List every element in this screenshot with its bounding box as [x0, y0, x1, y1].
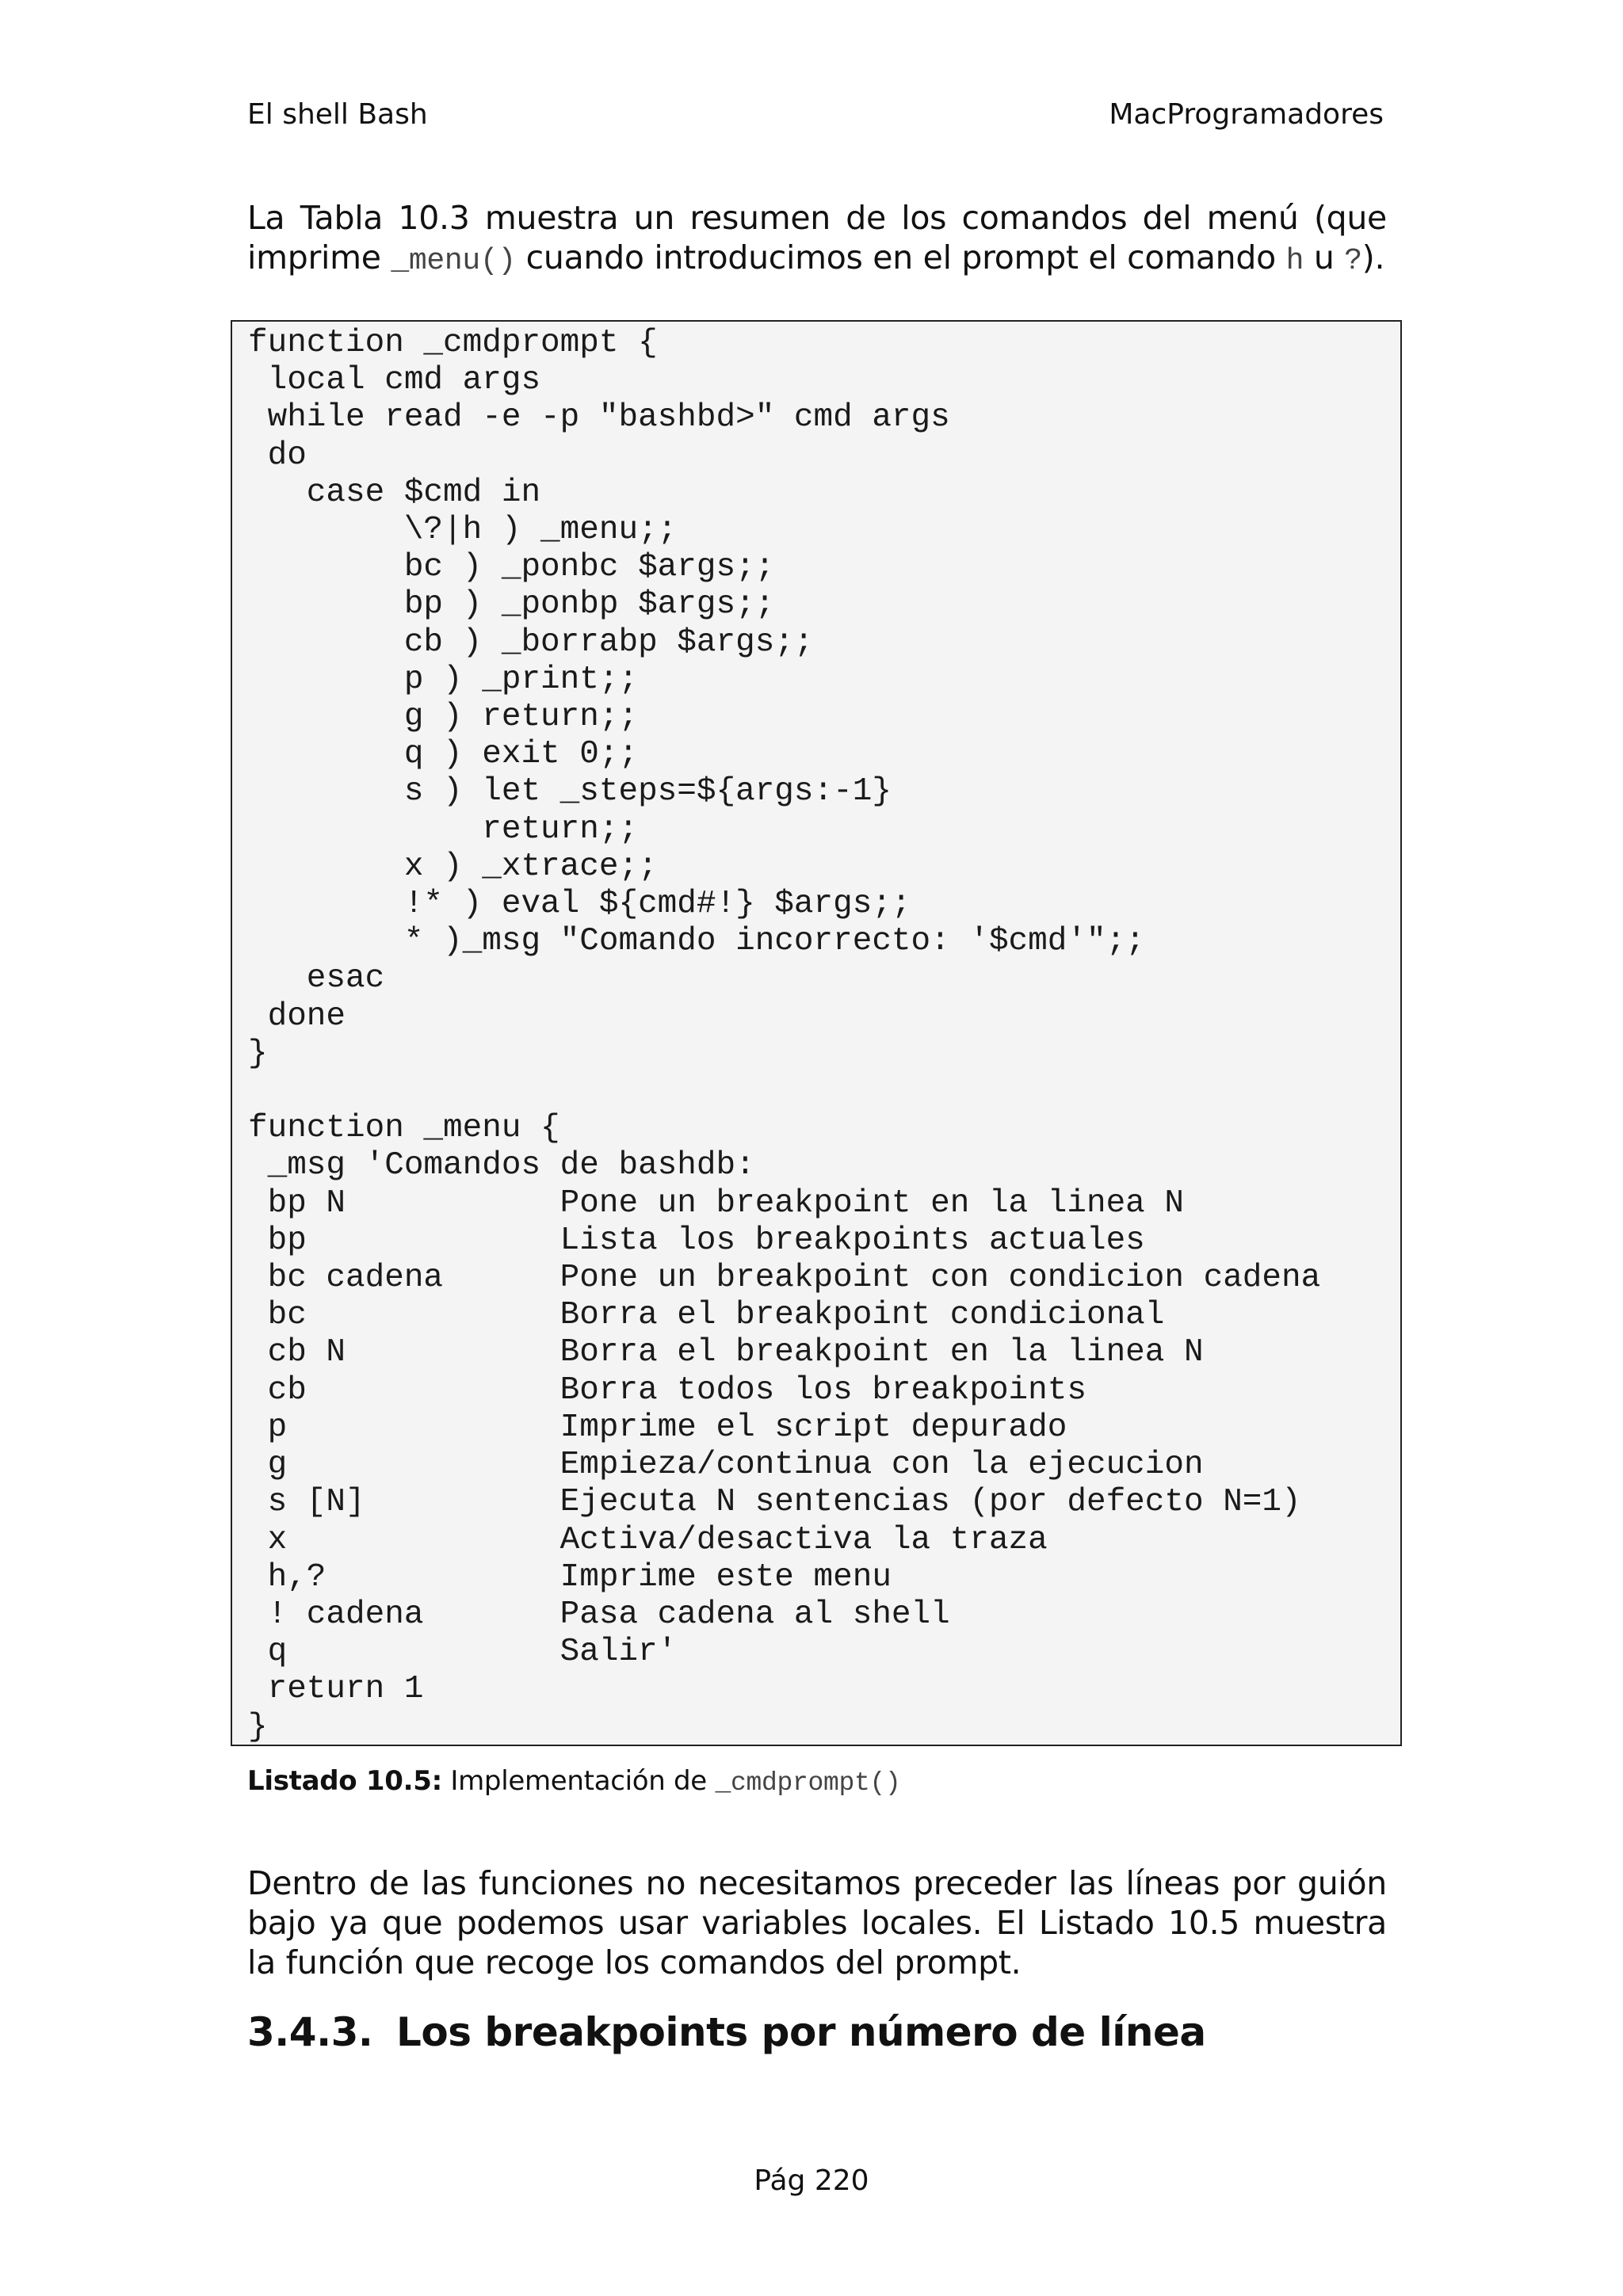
intro-text-4: ).	[1361, 238, 1385, 277]
intro-text-2: cuando introducimos en el prompt el comando	[515, 238, 1286, 277]
code-line: while read -e -p "bashbd>" cmd args	[248, 399, 950, 437]
caption-code: _cmdprompt()	[715, 1768, 901, 1798]
code-line: p ) _print;;	[248, 661, 639, 698]
code-line: \?|h ) _menu;;	[248, 512, 678, 549]
code-line: x Activa/desactiva la traza	[248, 1521, 1048, 1558]
body-paragraph: Dentro de las funciones no necesitamos preceder las líneas por guión bajo ya que podemos usar variables locales. El Listado 10.5 muestra la función que recoge los comandos del prompt.	[247, 1864, 1387, 1981]
code-line: p Imprime el script depurado	[248, 1409, 1067, 1446]
code-line: q ) exit 0;;	[248, 736, 639, 773]
running-header-publisher: MacProgramadores	[1109, 98, 1384, 131]
code-line: do	[248, 437, 307, 474]
caption-label: Listado 10.5:	[247, 1765, 442, 1797]
section-title: Los breakpoints por número de línea	[396, 2009, 1206, 2055]
code-line: h,? Imprime este menu	[248, 1558, 892, 1596]
code-line: * )_msg "Comando incorrecto: '$cmd'";;	[248, 923, 1145, 960]
code-line: function _cmdprompt {	[248, 325, 658, 361]
code-line: bp Lista los breakpoints actuales	[248, 1222, 1145, 1259]
running-header-title: El shell Bash	[247, 98, 428, 131]
code-line: local cmd args	[248, 362, 541, 399]
inline-code-h: h	[1285, 244, 1304, 278]
code-line: s [N] Ejecuta N sentencias (por defecto N=1)	[248, 1484, 1301, 1521]
code-listing-box	[231, 320, 1402, 1746]
code-line: bp ) _ponbp $args;;	[248, 586, 775, 624]
code-line: }	[248, 1708, 268, 1745]
code-line: ! cadena Pasa cadena al shell	[248, 1596, 950, 1633]
code-line: case $cmd in	[248, 474, 541, 511]
code-line: x ) _xtrace;;	[248, 848, 658, 885]
code-listing	[248, 325, 1320, 1746]
code-line: bp N Pone un breakpoint en la linea N	[248, 1184, 1184, 1222]
code-line: cb N Borra el breakpoint en la linea N	[248, 1334, 1204, 1371]
section-heading	[247, 2009, 1206, 2055]
code-line: return;;	[248, 810, 639, 848]
code-line: g ) return;;	[248, 699, 639, 736]
code-line: }	[248, 1035, 268, 1072]
code-line: function _menu {	[248, 1110, 560, 1147]
code-line: done	[248, 997, 346, 1035]
listing-caption	[247, 1765, 900, 1798]
code-line: g Empieza/continua con la ejecucion	[248, 1447, 1204, 1484]
code-line: bc cadena Pone un breakpoint con condicion cadena	[248, 1260, 1321, 1297]
inline-code-question: ?	[1344, 244, 1362, 278]
code-line: return 1	[248, 1671, 424, 1708]
intro-paragraph	[247, 198, 1387, 281]
inline-code-menu: _menu()	[391, 244, 516, 278]
code-line: cb Borra todos los breakpoints	[248, 1371, 1086, 1409]
code-line: esac	[248, 960, 385, 997]
code-line: !* ) eval ${cmd#!} $args;;	[248, 886, 911, 923]
code-line: q Salir'	[248, 1634, 678, 1671]
code-line: bc Borra el breakpoint condicional	[248, 1297, 1165, 1334]
code-line: s ) let _steps=${args:-1}	[248, 773, 892, 810]
intro-text-1: La Tabla 10.3 muestra un resumen de los comandos del menú (que imprime	[247, 199, 1387, 277]
code-line: _msg 'Comandos de bashdb:	[248, 1147, 755, 1184]
caption-text: Implementación de	[441, 1765, 716, 1797]
code-line: bc ) _ponbc $args;;	[248, 549, 775, 586]
section-number: 3.4.3.	[247, 2009, 373, 2055]
code-line: cb ) _borrabp $args;;	[248, 624, 814, 661]
intro-text-3: u	[1304, 238, 1345, 277]
page-number: Pág 220	[754, 2164, 869, 2197]
